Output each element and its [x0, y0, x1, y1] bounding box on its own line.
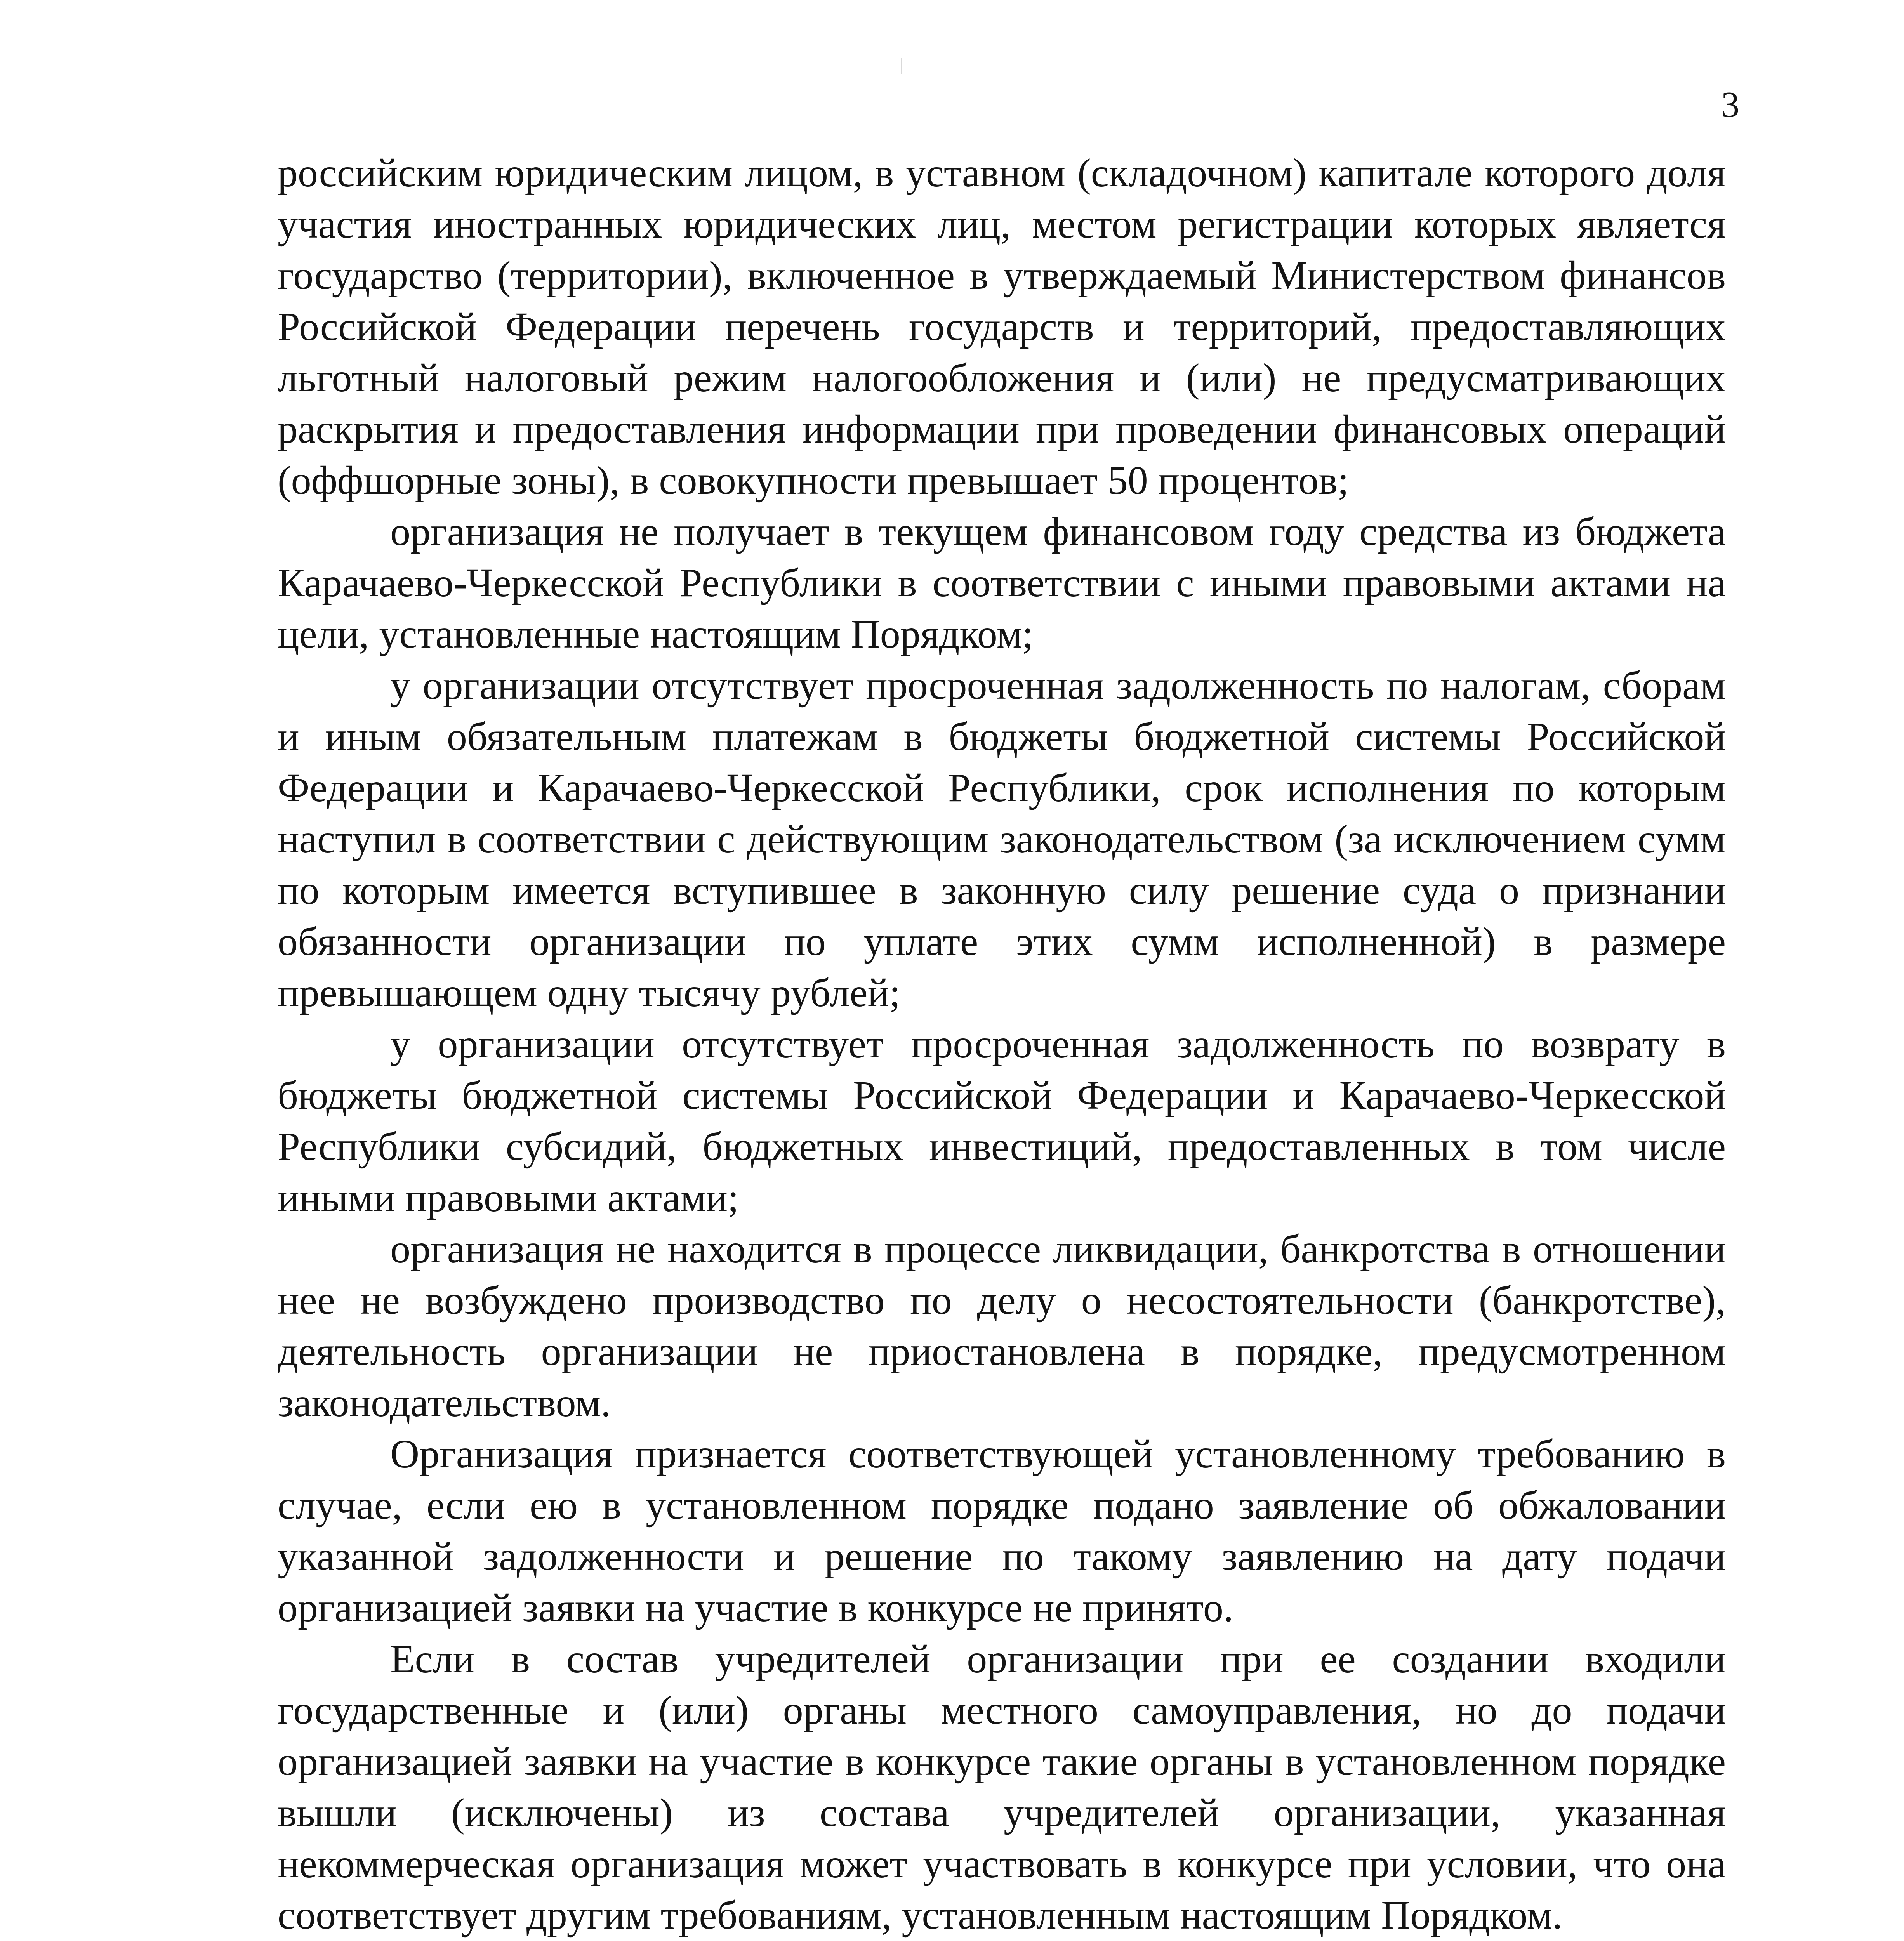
paragraph-liquidation: организация не находится в процессе ликвидации, банкротства в отношении нее не возбуждено производство по делу о несостоятельности (банкротстве), деятельность организации не приостановлена в порядке, предусмотренном законодательством. — [278, 1227, 1726, 1425]
paragraph-founders: Если в состав учредителей организации при ее создании входили государственные и (или) органы местного самоуправления, но до подачи организацией заявки на участие в конкурсе такие органы в установленном порядке вышли (исключены) из состава учредителей организации, указанная некоммерческая организация может участвовать в конкурсе при условии, что она соответствует другим требованиям, установленным настоящим Порядком. — [278, 1637, 1726, 1938]
document-body — [278, 148, 1726, 1941]
paragraph-tax-debt: у организации отсутствует просроченная задолженность по налогам, сборам и иным обязательным платежам в бюджеты бюджетной системы Российской Федерации и Карачаево-Черкесской Республики, срок исполнения по которым наступил в соответствии с действующим законодательством (за исключением сумм по которым имеется вступившее в законную силу решение суда о признании обязанности организации по уплате этих сумм исполненной) в размере превышающем одну тысячу рублей; — [278, 663, 1726, 1015]
paragraph-continuation: российским юридическим лицом, в уставном (складочном) капитале которого доля участия иностранных юридических лиц, местом регистрации которых является государство (территории), включенное в утверждаемый Министерством финансов Российской Федерации перечень государств и территорий, предоставляющих льготный налоговый режим налогообложения и (или) не предусматривающих раскрытия и предоставления информации при проведении финансовых операций (оффшорные зоны), в совокупности превышает 50 процентов; — [278, 151, 1726, 503]
scan-artifact — [901, 58, 902, 74]
page-number: 3 — [1721, 85, 1739, 125]
paragraph-appeal: Организация признается соответствующей установленному требованию в случае, если ею в установленном порядке подано заявление об обжаловании указанной задолженности и решение по такому заявлению на дату подачи организацией заявки на участие в конкурсе не принято. — [278, 1432, 1726, 1630]
paragraph-subsidy-debt: у организации отсутствует просроченная задолженность по возврату в бюджеты бюджетной системы Российской Федерации и Карачаево-Черкесской Республики субсидий, бюджетных инвестиций, предоставленных в том числе иными правовыми актами; — [278, 1022, 1726, 1220]
paragraph-budget-funds: организация не получает в текущем финансовом году средства из бюджета Карачаево-Черкесской Республики в соответствии с иными правовыми актами на цели, установленные настоящим Порядком; — [278, 509, 1726, 656]
